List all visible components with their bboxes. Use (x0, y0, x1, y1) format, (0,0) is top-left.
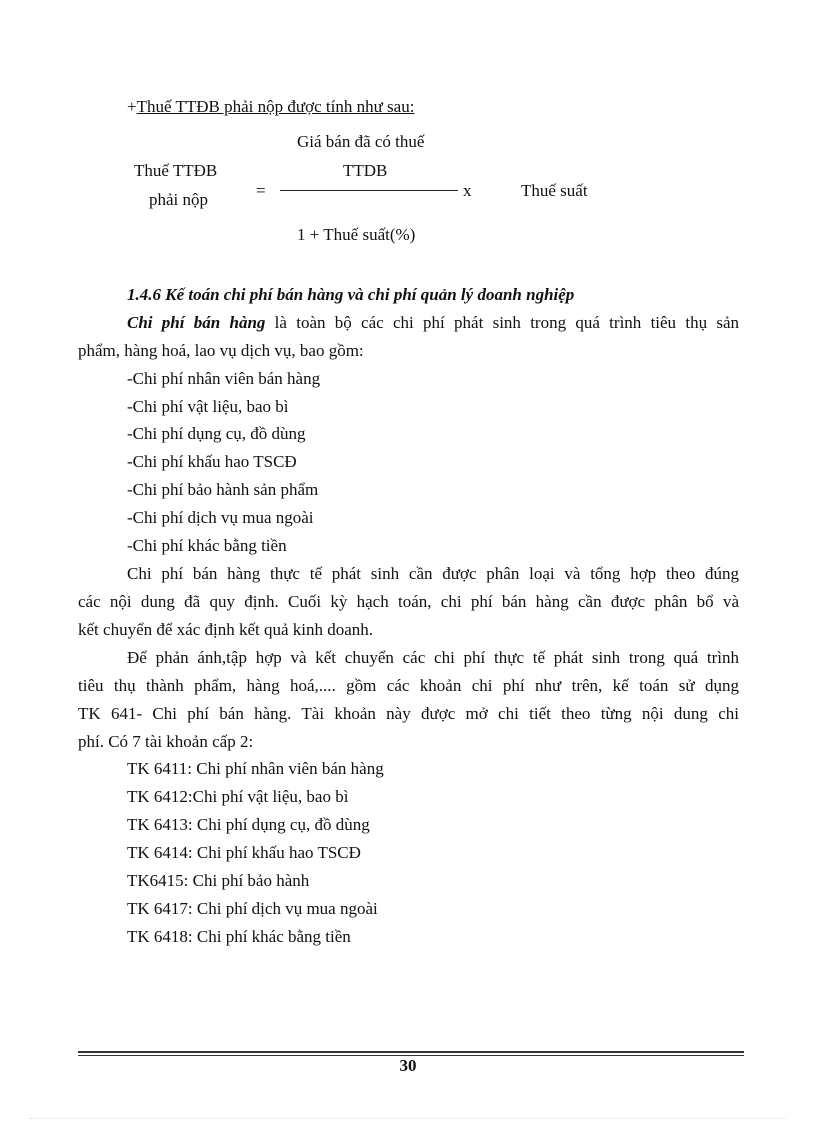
account-item: TK 6413: Chi phí dụng cụ, đồ dùng (127, 815, 370, 834)
formula-fraction-bar (280, 190, 458, 191)
intro-term: Chi phí bán hàng (127, 313, 266, 332)
paragraph-line: Chi phí bán hàng thực tế phát sinh cần được phân loại và tổng hợp theo đúng (127, 564, 739, 583)
formula-numerator-line1: Giá bán đã có thuế (297, 132, 425, 151)
footer-rule-top (78, 1051, 744, 1053)
paragraph-line: tiêu thụ thành phẩm, hàng hoá,.... gồm các khoản chi phí như trên, kế toán sử dụng (78, 676, 739, 695)
page-number: 30 (399, 1056, 417, 1075)
list-item: -Chi phí dịch vụ mua ngoài (127, 508, 314, 527)
formula-equals: = (256, 181, 266, 200)
formula-left-line2: phải nộp (149, 190, 209, 209)
list-item: -Chi phí khấu hao TSCĐ (127, 452, 297, 471)
paragraph-line: TK 641- Chi phí bán hàng. Tài khoản này được mở chi tiết theo từng nội dung chi (78, 704, 739, 723)
formula-times: x (463, 181, 472, 200)
intro-line2: phẩm, hàng hoá, lao vụ dịch vụ, bao gồm: (78, 341, 364, 360)
paragraph-line: phí. Có 7 tài khoản cấp 2: (78, 732, 254, 751)
formula-rate: Thuế suất (521, 181, 588, 200)
account-item: TK 6412:Chi phí vật liệu, bao bì (127, 787, 349, 806)
tax-formula-heading: +Thuế TTĐB phải nộp được tính như sau: (127, 97, 415, 116)
list-item: -Chi phí bảo hành sản phẩm (127, 480, 319, 499)
intro-line1-rest: là toàn bộ các chi phí phát sinh trong quá trình tiêu thụ sản (265, 313, 740, 332)
formula-left-line1: Thuế TTĐB (134, 161, 218, 180)
list-item: -Chi phí khác bằng tiền (127, 536, 287, 555)
paragraph-line: kết chuyển để xác định kết quả kinh doanh. (78, 620, 374, 639)
paragraph-line: các nội dung đã quy định. Cuối kỳ hạch toán, chi phí bán hàng cần được phân bổ và (78, 592, 739, 611)
tax-formula-heading-text: Thuế TTĐB phải nộp được tính như sau: (136, 97, 415, 116)
formula-denominator: 1 + Thuế suất(%) (297, 225, 416, 244)
list-item: -Chi phí nhân viên bán hàng (127, 369, 321, 388)
page-edge-divider (30, 1118, 786, 1119)
list-item: -Chi phí dụng cụ, đồ dùng (127, 424, 306, 443)
account-item: TK 6414: Chi phí khấu hao TSCĐ (127, 843, 361, 862)
intro-line1 (127, 313, 739, 333)
account-item: TK 6411: Chi phí nhân viên bán hàng (127, 759, 384, 778)
section-heading: 1.4.6 Kế toán chi phí bán hàng và chi phí quản lý doanh nghiệp (127, 285, 575, 304)
account-item: TK6415: Chi phí bảo hành (127, 871, 310, 890)
paragraph-line: Để phản ánh,tập hợp và kết chuyển các chi phí thực tế phát sinh trong quá trình (127, 648, 739, 667)
formula-numerator-line2: TTDB (343, 161, 388, 180)
account-item: TK 6417: Chi phí dịch vụ mua ngoài (127, 899, 378, 918)
account-item: TK 6418: Chi phí khác bằng tiền (127, 927, 351, 946)
list-item: -Chi phí vật liệu, bao bì (127, 397, 289, 416)
